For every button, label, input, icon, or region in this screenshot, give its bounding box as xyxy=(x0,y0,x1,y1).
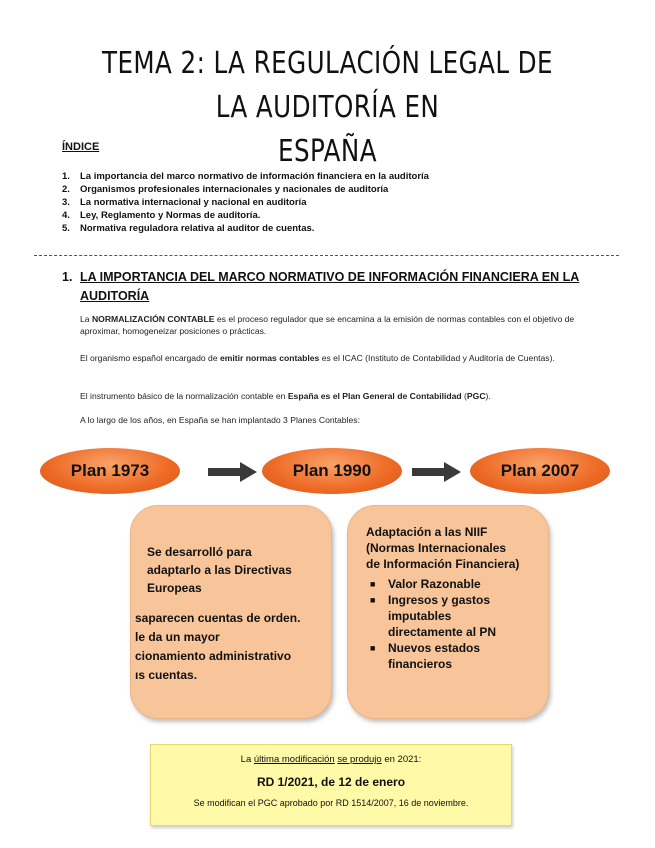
index-heading: ÍNDICE xyxy=(62,141,100,153)
bullet-icon: ■ xyxy=(370,643,376,653)
section-number: 1. xyxy=(62,270,73,284)
index-item: 1. La importancia del marco normativo de información financiera en la auditoría xyxy=(62,171,429,182)
niif-bullet-list xyxy=(348,576,548,672)
index-item: 2. Organismos profesionales internacionales y nacionales de auditoría xyxy=(62,184,389,195)
plan-1990-oval: Plan 1990 xyxy=(262,448,402,494)
list-item: ■ Valor Razonable xyxy=(370,577,481,591)
arrow-right-icon xyxy=(412,461,462,483)
paragraph-planes: A lo largo de los años, en España se han implantado 3 Planes Contables: xyxy=(80,415,360,425)
arrow-right-icon xyxy=(208,461,258,483)
title-line-1: TEMA 2: LA REGULACIÓN LEGAL DE LA AUDITORÍA EN xyxy=(102,46,553,125)
note-line-2: RD 1/2021, de 12 de enero xyxy=(256,775,406,789)
plan-2007-oval: Plan 2007 xyxy=(470,448,610,494)
section-heading xyxy=(62,268,602,306)
list-item: ■ Nuevos estados financieros xyxy=(370,641,481,671)
plan-1990-notes-box: Se desarrolló para adaptarlo a las Directivas Europeas saparecen cuentas de orden. le da un mayor cionamiento administrativo ıs cuentas. xyxy=(130,505,332,719)
index-item: 3. La normativa internacional y nacional en auditoría xyxy=(62,197,307,208)
bullet-icon: ■ xyxy=(370,579,376,589)
dashed-divider xyxy=(34,255,619,256)
modification-note xyxy=(150,744,512,826)
index-item: 4. Ley, Reglamento y Normas de auditoría. xyxy=(62,210,261,221)
page-title xyxy=(92,42,564,174)
note-line-1: La última modificación se produjo en 2021: xyxy=(240,754,422,765)
paragraph-pgc: El instrumento básico de la normalización contable en España es el Plan General de Contabilidad (PGC). xyxy=(80,391,491,401)
title-line-2: ESPAÑA xyxy=(278,134,377,169)
index-list xyxy=(62,170,429,235)
paragraph-icac: El organismo español encargado de emitir normas contables es el ICAC (Instituto de Contabilidad y Auditoría de Cuentas). xyxy=(80,353,555,363)
bullet-icon: ■ xyxy=(370,595,376,605)
section-title: LA IMPORTANCIA DEL MARCO NORMATIVO DE INFORMACIÓN FINANCIERA EN LA AUDITORÍA xyxy=(80,270,580,303)
paragraph-normalizacion: La NORMALIZACIÓN CONTABLE es el proceso regulador que se encamina a la emisión de normas contables con el objetivo de aproximar, homogeneizar posiciones o prácticas. xyxy=(80,314,575,336)
note-line-3: Se modifican el PGC aprobado por RD 1514/2007, 16 de noviembre. xyxy=(193,798,469,808)
index-item: 5. Normativa reguladora relativa al auditor de cuentas. xyxy=(62,223,315,234)
list-item: ■ Ingresos y gastos imputables directamente al PN xyxy=(370,593,497,639)
plan-2007-notes-box: Adaptación a las NIIF (Normas Internacionales de Información Financiera) ■ Valor Razonable ■ Ingresos y gastos imputables directamente al PN ■ Nuevos estados financieros xyxy=(347,505,549,719)
plan-1973-oval: Plan 1973 xyxy=(40,448,180,494)
